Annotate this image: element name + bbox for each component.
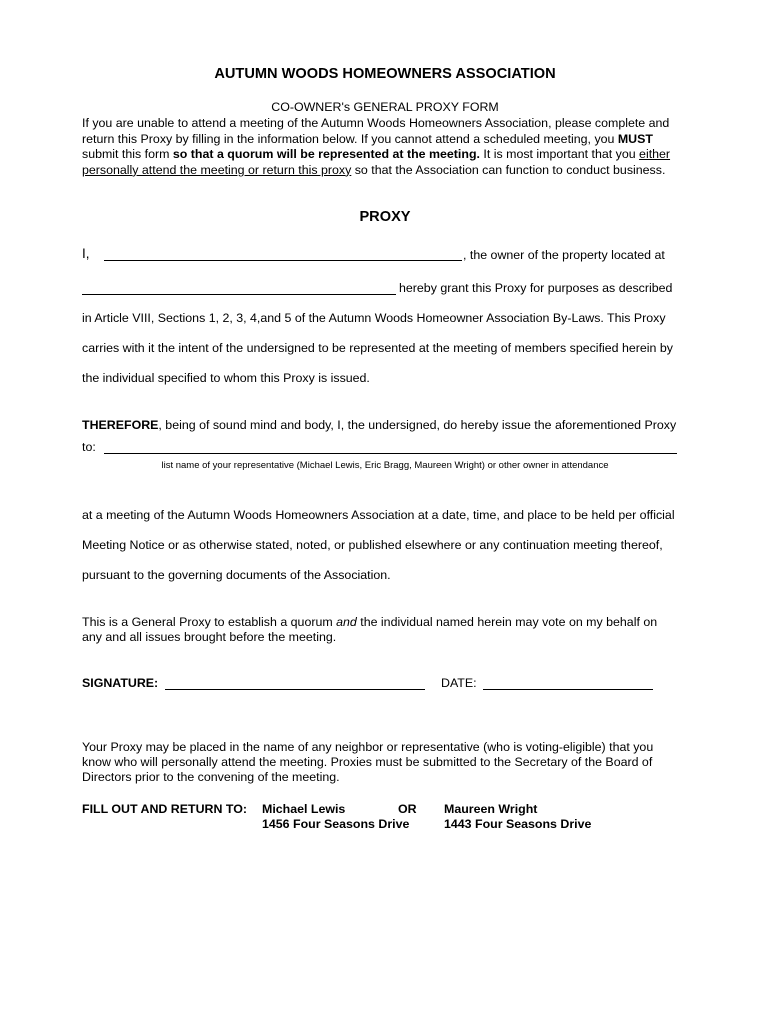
return-name-1: Michael Lewis (262, 802, 346, 816)
intro-quorum: so that a quorum will be represented at the meeting. (172, 147, 480, 162)
grant-line-4: carries with it the intent of the undersigned to be represented at the meeting of members specified herein by (82, 341, 673, 355)
meeting-line-3: pursuant to the governing documents of the Association. (82, 568, 391, 582)
owner-text: , the owner of the property located at (463, 248, 665, 262)
general-text-1: This is a General Proxy to establish a quorum (82, 615, 337, 629)
intro-paragraph (82, 116, 692, 178)
return-or: OR (398, 802, 417, 816)
hereby-text: hereby grant this Proxy for purposes as described (399, 281, 673, 295)
therefore-bold: THEREFORE (82, 418, 159, 432)
notice-line-2: know who will personally attend the meeting. Proxies must be submitted to the Secretary of the Board of (82, 755, 653, 769)
i-label: I, (82, 246, 90, 261)
intro-underlined: either personally attend the meeting or return this proxy (82, 147, 671, 177)
owner-name-field[interactable] (104, 260, 462, 261)
intro-text-2: submit this form (82, 147, 173, 162)
return-name-2: Maureen Wright (444, 802, 538, 816)
representative-field[interactable] (104, 453, 677, 454)
notice-line-3: Directors prior to the convening of the meeting. (82, 770, 340, 784)
return-address-2: 1443 Four Seasons Drive (444, 817, 592, 831)
return-to-label: FILL OUT AND RETURN TO: (82, 802, 247, 816)
notice-line-1: Your Proxy may be placed in the name of any neighbor or representative (who is voting-eligible) that you (82, 740, 654, 754)
grant-line-3: in Article VIII, Sections 1, 2, 3, 4,and 5 of the Autumn Woods Homeowner Association By-Laws. This Proxy (82, 311, 666, 325)
signature-label: SIGNATURE: (82, 676, 159, 690)
date-label: DATE: (441, 676, 477, 690)
intro-must: MUST (617, 131, 653, 146)
therefore-line (82, 418, 676, 432)
proxy-heading: PROXY (359, 209, 411, 225)
intro-text-1: If you are unable to attend a meeting of the Autumn Woods Homeowners Association, please complete and return this Proxy by filling in the information below. If you cannot attend a scheduled meeting, you (82, 116, 670, 146)
property-address-field[interactable] (82, 294, 396, 295)
to-label: to: (82, 440, 96, 454)
document-title: AUTUMN WOODS HOMEOWNERS ASSOCIATION (214, 66, 556, 82)
meeting-line-1: at a meeting of the Autumn Woods Homeowners Association at a date, time, and place to be held per official (82, 508, 675, 522)
date-field[interactable] (483, 689, 653, 690)
general-text-2: the individual named herein may vote on my behalf on (356, 615, 658, 629)
general-line-1 (82, 615, 657, 629)
grant-line-5: the individual specified to whom this Proxy is issued. (82, 371, 370, 385)
return-address-1: 1456 Four Seasons Drive (262, 817, 410, 831)
therefore-text: , being of sound mind and body, I, the undersigned, do hereby issue the aforementioned Proxy (158, 418, 677, 432)
form-subtitle: CO-OWNER's GENERAL PROXY FORM (271, 100, 499, 114)
intro-text-3: It is most important that you (479, 147, 640, 162)
meeting-line-2: Meeting Notice or as otherwise stated, noted, or published elsewhere or any continuation meeting thereof, (82, 538, 663, 552)
general-line-2: any and all issues brought before the meeting. (82, 630, 337, 644)
representative-caption: list name of your representative (Michael Lewis, Eric Bragg, Maureen Wright) or other owner in attendance (161, 460, 609, 471)
intro-text-4: so that the Association can function to conduct business. (351, 162, 666, 177)
general-and: and (336, 615, 357, 629)
signature-field[interactable] (165, 689, 425, 690)
